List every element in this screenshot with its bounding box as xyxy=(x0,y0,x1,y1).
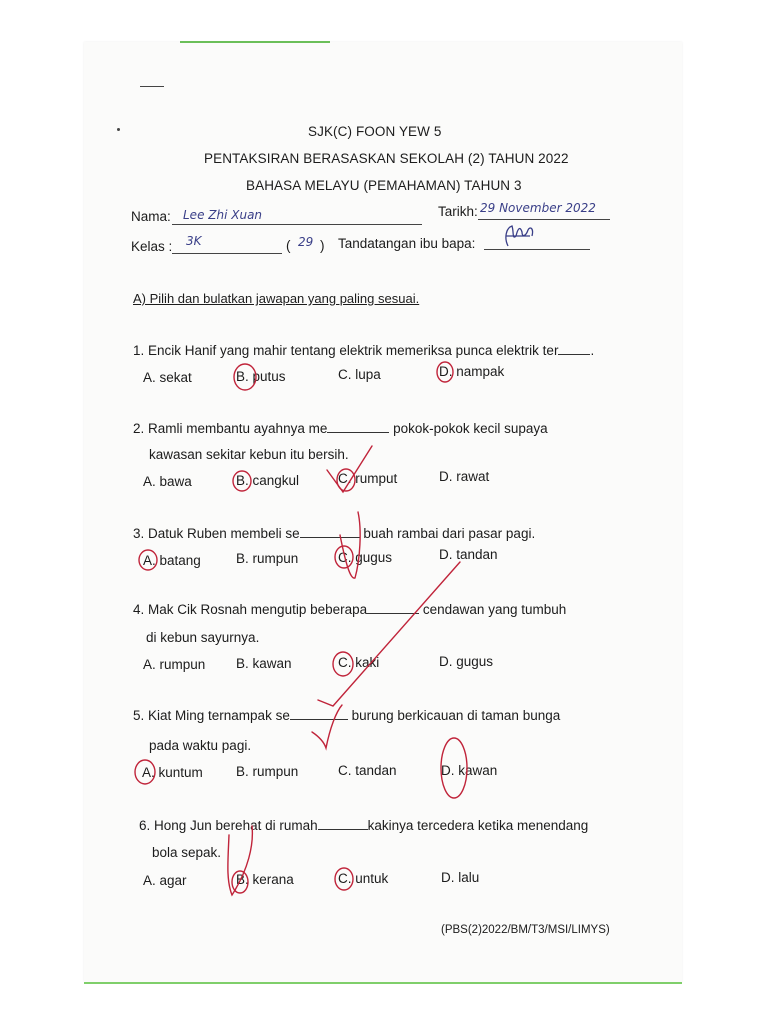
q5-stem-line1: 5. Kiat Ming ternampak se burung berkicauan di taman bunga xyxy=(133,708,561,723)
q6-option-d[interactable]: D. lalu xyxy=(441,870,480,885)
q6-stem-line1: 6. Hong Jun berehat di rumah kakinya tercedera ketika menendang xyxy=(139,818,589,833)
class-line xyxy=(172,253,282,254)
q4-option-a[interactable]: A. rumpun xyxy=(143,657,206,672)
q2-option-b[interactable]: B. cangkul xyxy=(236,473,300,488)
q5-option-a[interactable]: A. kuntum xyxy=(142,765,203,780)
q6-stem-line2: bola sepak. xyxy=(152,845,222,860)
q6-option-b[interactable]: B. kerana xyxy=(236,872,294,887)
assessment-title: PENTAKSIRAN BERASASKAN SEKOLAH (2) TAHUN 2022 xyxy=(204,151,569,166)
section-a-instruction: A) Pilih dan bulatkan jawapan yang paling sesuai. xyxy=(133,291,420,306)
subject-title: BAHASA MELAYU (PEMAHAMAN) TAHUN 3 xyxy=(246,178,522,193)
q4-option-d[interactable]: D. gugus xyxy=(439,654,494,669)
q4-stem-line1: 4. Mak Cik Rosnah mengutip beberapa cendawan yang tumbuh xyxy=(133,602,567,617)
q5-option-d[interactable]: D. kawan xyxy=(441,763,498,778)
stray-dot xyxy=(117,128,120,131)
number-close: ) xyxy=(320,238,325,253)
q5-stem-line2: pada waktu pagi. xyxy=(149,738,252,753)
name-line xyxy=(172,224,422,225)
date-label: Tarikh: xyxy=(438,204,478,219)
q1-option-b[interactable]: B. putus xyxy=(236,369,286,384)
q1-option-c[interactable]: C. lupa xyxy=(338,367,381,382)
signature-label: Tandatangan ibu bapa: xyxy=(338,236,476,251)
q2-option-d[interactable]: D. rawat xyxy=(439,469,490,484)
school-name: SJK(C) FOON YEW 5 xyxy=(308,124,442,139)
number-value: 29 xyxy=(298,235,314,249)
stray-mark xyxy=(140,86,164,87)
q6-option-a[interactable]: A. agar xyxy=(143,873,187,888)
paper-code: (PBS(2)2022/BM/T3/MSI/LIMYS) xyxy=(441,924,610,936)
signature-line xyxy=(484,249,590,250)
q4-option-c[interactable]: C. kaki xyxy=(338,655,380,670)
q3-option-b[interactable]: B. rumpun xyxy=(236,551,299,566)
q2-option-c[interactable]: C. rumput xyxy=(338,471,398,486)
q5-option-c[interactable]: C. tandan xyxy=(338,763,397,778)
q4-option-b[interactable]: B. kawan xyxy=(236,656,292,671)
name-value: Lee Zhi Xuan xyxy=(183,208,263,222)
q1-option-d[interactable]: D. nampak xyxy=(439,364,505,379)
paper-top-edge xyxy=(180,41,330,43)
q3-stem: 3. Datuk Ruben membeli se buah rambai dari pasar pagi. xyxy=(133,526,536,541)
q1-stem: 1. Encik Hanif yang mahir tentang elektrik memeriksa punca elektrik ter . xyxy=(133,343,595,358)
q3-option-d[interactable]: D. tandan xyxy=(439,547,498,562)
q3-option-a[interactable]: A. batang xyxy=(143,553,201,568)
date-value: 29 November 2022 xyxy=(480,201,596,215)
q6-option-c[interactable]: C. untuk xyxy=(338,871,389,886)
q4-stem-line2: di kebun sayurnya. xyxy=(146,630,260,645)
q1-option-a[interactable]: A. sekat xyxy=(143,370,192,385)
q2-option-a[interactable]: A. bawa xyxy=(143,474,192,489)
q5-option-b[interactable]: B. rumpun xyxy=(236,764,299,779)
q2-stem-line1: 2. Ramli membantu ayahnya me pokok-pokok kecil supaya xyxy=(133,421,548,436)
q2-stem-line2: kawasan sekitar kebun itu bersih. xyxy=(149,447,349,462)
class-label: Kelas : xyxy=(131,239,173,254)
number-open: ( xyxy=(286,238,291,253)
paper-bottom-edge xyxy=(84,982,682,984)
class-value: 3K xyxy=(186,234,202,248)
q3-option-c[interactable]: C. gugus xyxy=(338,550,393,565)
date-line xyxy=(478,219,610,220)
name-label: Nama: xyxy=(131,209,171,224)
